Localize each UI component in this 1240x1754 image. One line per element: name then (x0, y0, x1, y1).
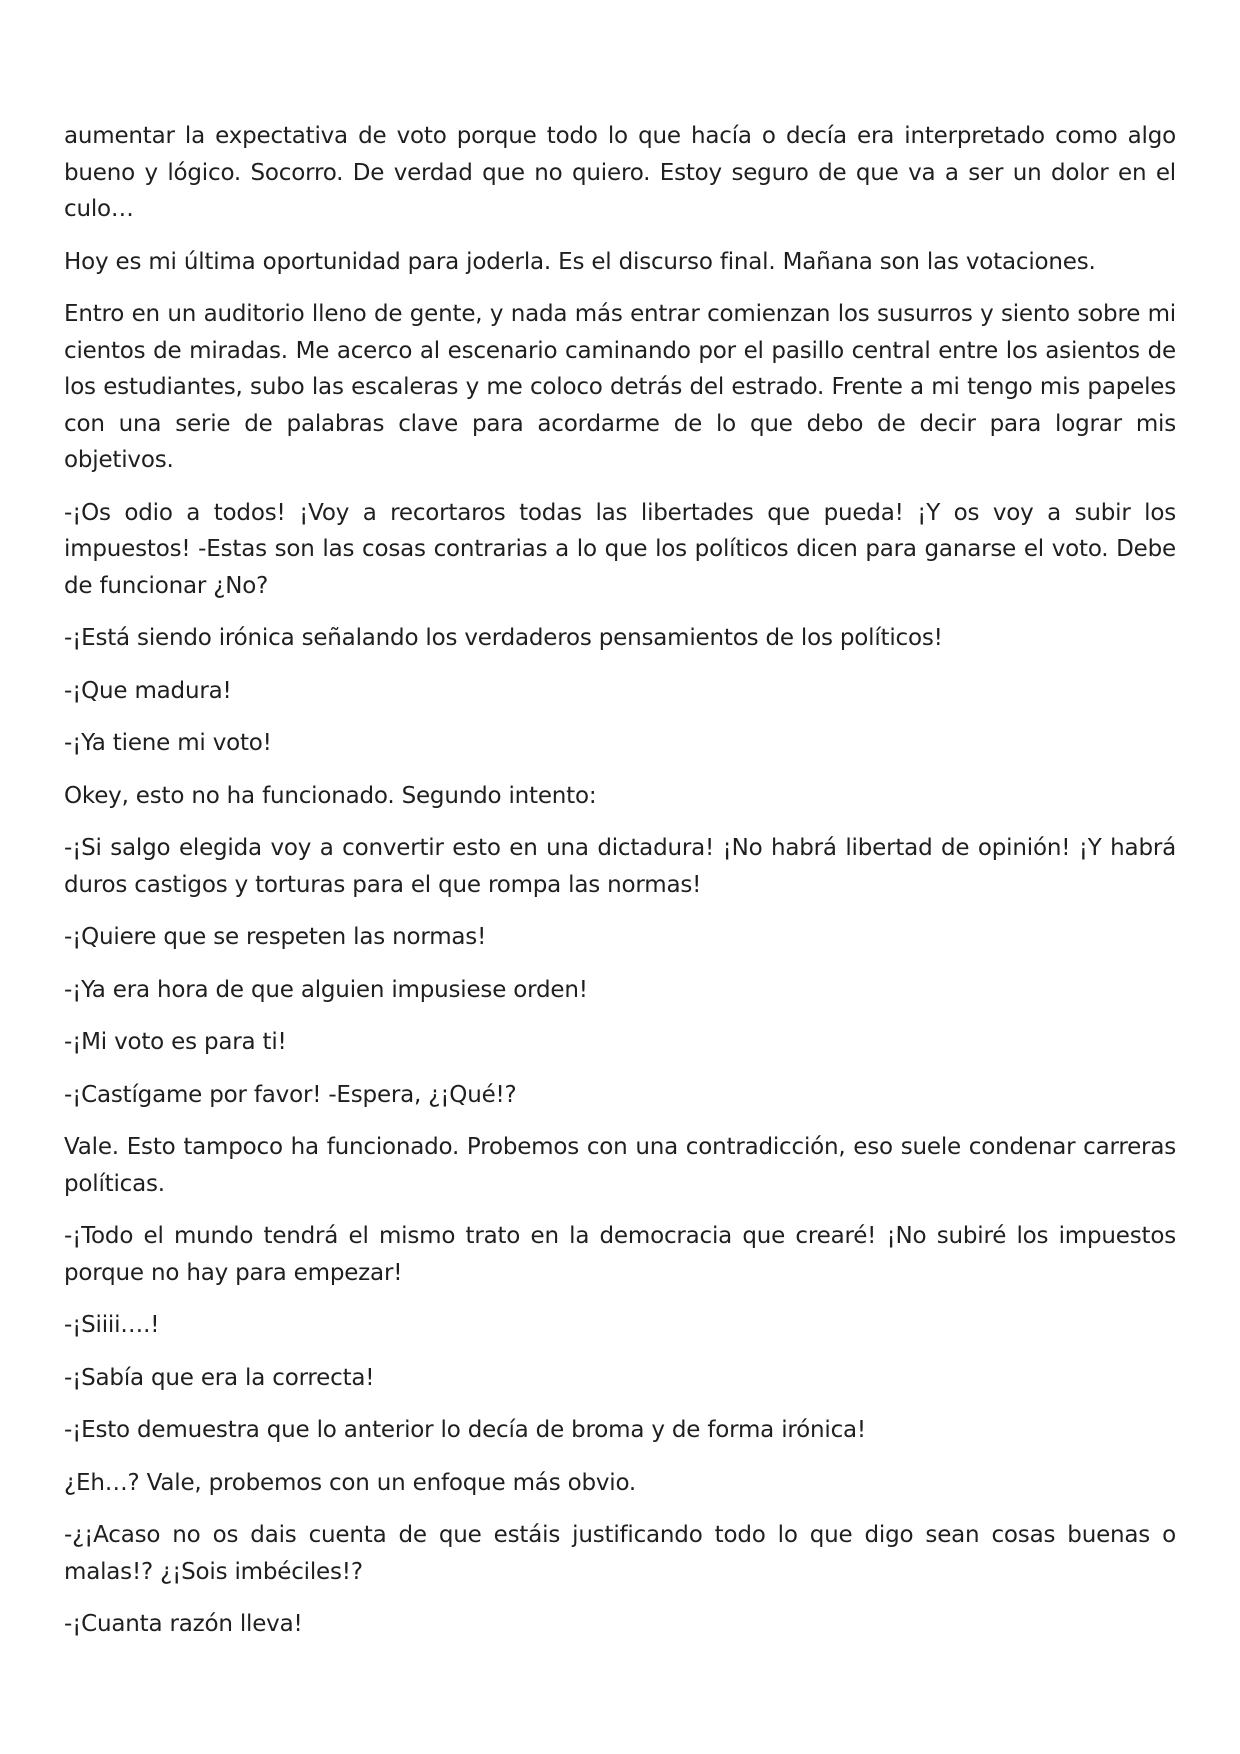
paragraph: -¡Ya tiene mi voto! (64, 730, 272, 756)
paragraph: -¿¡Acaso no os dais cuenta de que estáis justificando todo lo que digo sean cosas buenas o malas!? ¿¡Sois imbéciles!? (64, 1522, 1176, 1585)
paragraph: -¡Todo el mundo tendrá el mismo trato en la democracia que crearé! ¡No subiré los impuestos porque no hay para empezar! (64, 1223, 1176, 1286)
paragraph: -¡Que madura! (64, 677, 232, 704)
paragraph: -¡Os odio a todos! ¡Voy a recortaros todas las libertades que pueda! ¡Y os voy a subir los impuestos! -Estas son las cosas contrarias a lo que los políticos dicen para ganarse el voto. Debe de funcionar ¿No? (64, 499, 1176, 599)
paragraph: Okey, esto no ha funcionado. Segundo intento: (64, 782, 597, 809)
paragraph: -¡Sabía que era la correcta! (64, 1364, 375, 1391)
paragraph: Entro en un auditorio lleno de gente, y nada más entrar comienzan los susurros y siento sobre mi cientos de miradas. Me acerco al escenario caminando por el pasillo central entre los asientos de los estudiantes, subo las escaleras y me coloco detrás del estrado. Frente a mi tengo mis papeles con una serie de palabras clave para acordarme de lo que debo de decir para lograr mis objetivos. (64, 301, 1176, 473)
paragraph: -¡Castígame por favor! -Espera, ¿¡Qué!? (64, 1081, 517, 1108)
paragraph: -¡Está siendo irónica señalando los verdaderos pensamientos de los políticos! (64, 625, 943, 651)
paragraph: aumentar la expectativa de voto porque todo lo que hacía o decía era interpretado como algo bueno y lógico. Socorro. De verdad que no quiero. Estoy seguro de que va a ser un dolor en el culo… (64, 123, 1176, 222)
paragraph: -¡Esto demuestra que lo anterior lo decía de broma y de forma irónica! (64, 1417, 866, 1443)
paragraph: Hoy es mi última oportunidad para joderla. Es el discurso final. Mañana son las votaciones. (64, 248, 1096, 275)
paragraph: -¡Mi voto es para ti! (64, 1029, 287, 1055)
paragraph: -¡Cuanta razón lleva! (64, 1611, 303, 1637)
paragraph: ¿Eh…? Vale, probemos con un enfoque más obvio. (64, 1469, 637, 1496)
paragraph: -¡Quiere que se respeten las normas! (64, 924, 487, 950)
document-page (64, 118, 1176, 1659)
paragraph: -¡Ya era hora de que alguien impusiese orden! (64, 976, 588, 1003)
paragraph: -¡Siiii….! (64, 1312, 160, 1338)
paragraph: -¡Si salgo elegida voy a convertir esto en una dictadura! ¡No habrá libertad de opinión! ¡Y habrá duros castigos y torturas para el que rompa las normas! (64, 835, 1176, 898)
paragraph: Vale. Esto tampoco ha funcionado. Probemos con una contradicción, eso suele condenar carreras políticas. (64, 1134, 1176, 1197)
